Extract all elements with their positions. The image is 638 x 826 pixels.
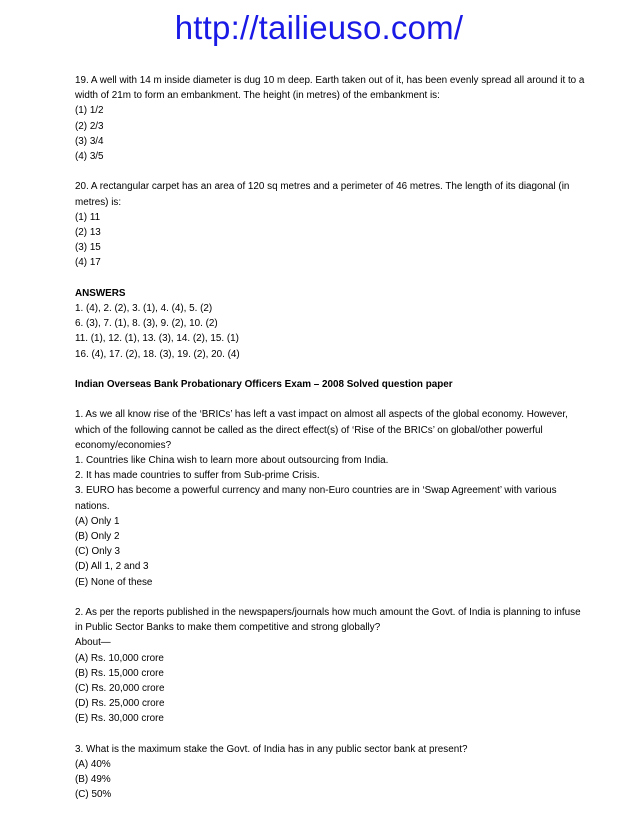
document-body (75, 73, 585, 803)
paper-question-1 (75, 407, 585, 589)
option: (3) 3/4 (75, 135, 104, 147)
option: (2) 13 (75, 227, 101, 239)
option: (C) Rs. 20,000 crore (75, 683, 165, 695)
statement: 3. EURO has become a powerful currency and many non-Euro countries are in ‘Swap Agreement’ with various nations. (75, 485, 557, 512)
question-text: 1. As we all know rise of the ‘BRICs’ has left a vast impact on almost all aspects of the global economy. However, which of the following cannot be called as the direct effect(s) of ‘Rise of the BRICs’ on global/other powerful economy/economies? (75, 409, 568, 451)
answers-row: 1. (4), 2. (2), 3. (1), 4. (4), 5. (2) (75, 303, 213, 315)
paper-question-3 (75, 742, 585, 803)
option: (C) 50% (75, 789, 112, 801)
option: (1) 1/2 (75, 105, 104, 117)
answers-row: 16. (4), 17. (2), 18. (3), 19. (2), 20. (4) (75, 348, 240, 360)
question-text: 20. A rectangular carpet has an area of 120 sq metres and a perimeter of 46 metres. The length of its diagonal (in metres) is: (75, 181, 570, 208)
answers-section (75, 286, 585, 362)
option: (C) Only 3 (75, 546, 120, 558)
option: (E) None of these (75, 576, 153, 588)
option: (A) Only 1 (75, 515, 120, 527)
option: (2) 2/3 (75, 120, 104, 132)
section-title-block (75, 377, 585, 392)
paper-question-2 (75, 605, 585, 727)
answers-heading: ANSWERS (75, 287, 126, 299)
question-text: 2. As per the reports published in the newspapers/journals how much amount the Govt. of India is planning to infuse in Public Sector Banks to make them competitive and strong globally? (75, 607, 581, 634)
question-20 (75, 179, 585, 270)
option: (E) Rs. 30,000 crore (75, 713, 164, 725)
option: (D) All 1, 2 and 3 (75, 561, 149, 573)
question-text: 19. A well with 14 m inside diameter is dug 10 m deep. Earth taken out of it, has been evenly spread all around it to a width of 21m to form an embankment. The height (in metres) of the embankment is: (75, 75, 585, 102)
question-lead: About— (75, 637, 111, 649)
option: (B) 49% (75, 774, 111, 786)
option: (1) 11 (75, 211, 101, 223)
answers-row: 11. (1), 12. (1), 13. (3), 14. (2), 15. (1) (75, 333, 239, 345)
question-19 (75, 73, 585, 164)
option: (A) 40% (75, 759, 111, 771)
option: (A) Rs. 10,000 crore (75, 652, 164, 664)
option: (B) Rs. 15,000 crore (75, 667, 164, 679)
option: (3) 15 (75, 242, 101, 254)
option: (4) 17 (75, 257, 101, 269)
option: (4) 3/5 (75, 151, 104, 163)
section-title: Indian Overseas Bank Probationary Officers Exam – 2008 Solved question paper (75, 379, 453, 391)
statement: 1. Countries like China wish to learn more about outsourcing from India. (75, 455, 389, 467)
answers-row: 6. (3), 7. (1), 8. (3), 9. (2), 10. (2) (75, 318, 218, 330)
option: (B) Only 2 (75, 531, 120, 543)
statement: 2. It has made countries to suffer from Sub-prime Crisis. (75, 470, 320, 482)
option: (D) Rs. 25,000 crore (75, 698, 165, 710)
header-url-link[interactable]: http://tailieuso.com/ (174, 9, 464, 46)
question-text: 3. What is the maximum stake the Govt. of India has in any public sector bank at present? (75, 743, 468, 755)
